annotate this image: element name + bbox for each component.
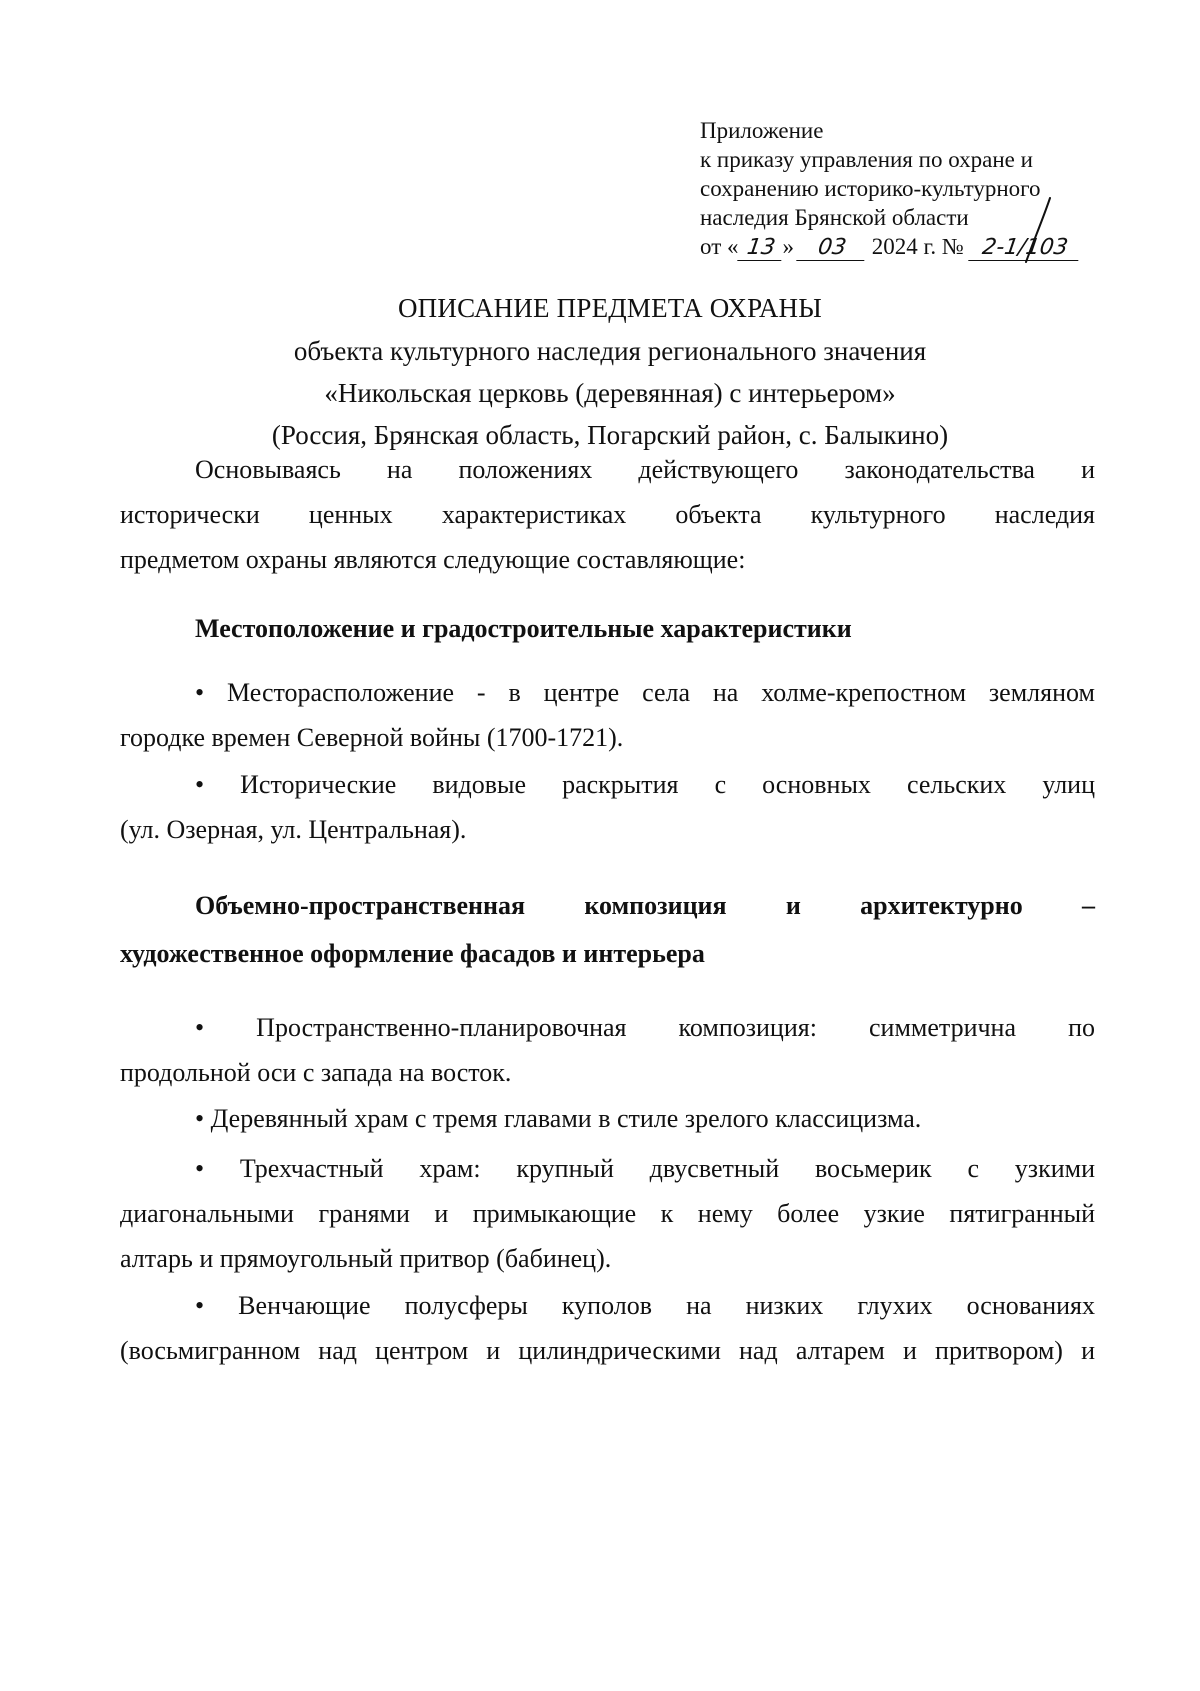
header-line-2: к приказу управления по охране и	[700, 147, 1033, 172]
section-1-heading: Местоположение и градостроительные характеристики	[195, 614, 852, 643]
header-line-1: Приложение	[700, 118, 824, 143]
bullet-line: продольной оси с запада на восток.	[120, 1058, 512, 1087]
attachment-header	[700, 116, 1120, 261]
bullet-line: • Исторические видовые раскрытия с основных сельских улиц	[195, 770, 1095, 799]
document-subtitle-3: (Россия, Брянская область, Погарский район, с. Балыкино)	[271, 420, 949, 450]
date-mid: »	[782, 234, 794, 259]
date-year: 2024 г. №	[871, 234, 964, 259]
bullet-line: городке времен Северной войны (1700-1721).	[120, 723, 624, 752]
section-2-bullet-4	[120, 1283, 1095, 1373]
document-subtitle-1: объекта культурного наследия регионального значения	[293, 336, 927, 366]
handwritten-doc-number: 2-1/103	[968, 236, 1082, 261]
section-2-heading-line-1: Объемно-пространственная композиция и архитектурно –	[195, 891, 1095, 920]
bullet-line: (восьмигранном над центром и цилиндрическими над алтарем и притвором) и	[120, 1336, 1095, 1365]
document-subtitle-2: «Никольская церковь (деревянная) с интерьером»	[324, 378, 896, 408]
section-2-bullet-2	[120, 1096, 1095, 1141]
intro-line-3: предметом охраны являются следующие составляющие:	[120, 545, 746, 574]
section-1-bullet-1	[120, 670, 1095, 760]
intro-line-2: исторически ценных характеристиках объекта культурного наследия	[120, 500, 1095, 529]
handwritten-day: 13	[737, 236, 785, 261]
bullet-line: алтарь и прямоугольный притвор (бабинец).	[120, 1244, 612, 1273]
intro-line-1: Основываясь на положениях действующего законодательства и	[195, 455, 1095, 484]
bullet-line: • Трехчастный храм: крупный двусветный восьмерик с узкими	[195, 1154, 1095, 1183]
bullet-line: • Пространственно-планировочная композиция: симметрична по	[195, 1013, 1095, 1042]
bullet-line: • Деревянный храм с тремя главами в стиле зрелого классицизма.	[195, 1104, 922, 1133]
header-line-3: сохранению историко-культурного	[700, 176, 1041, 201]
bullet-line: • Венчающие полусферы куполов на низких глухих основаниях	[195, 1291, 1095, 1320]
section-1-bullet-2	[120, 762, 1095, 852]
section-2-bullet-3	[120, 1146, 1095, 1281]
section-2-heading	[120, 882, 1095, 978]
bullet-line: • Месторасположение - в центре села на холме-крепостном земляном	[195, 678, 1095, 707]
handwritten-month: 03	[796, 236, 868, 261]
header-line-4: наследия Брянской области	[700, 205, 969, 230]
date-prefix: от «	[700, 234, 739, 259]
handwritten-slash-mark	[1020, 196, 1054, 266]
bullet-line: (ул. Озерная, ул. Центральная).	[120, 815, 467, 844]
header-date-line	[700, 232, 1120, 261]
section-2-heading-line-2: художественное оформление фасадов и интерьера	[120, 939, 705, 968]
bullet-line: диагональными гранями и примыкающие к нему более узкие пятигранный	[120, 1199, 1095, 1228]
intro-paragraph	[120, 447, 1095, 582]
document-title: ОПИСАНИЕ ПРЕДМЕТА ОХРАНЫ	[397, 293, 822, 323]
section-2-bullet-1	[120, 1005, 1095, 1095]
document-title-block	[120, 290, 1100, 456]
